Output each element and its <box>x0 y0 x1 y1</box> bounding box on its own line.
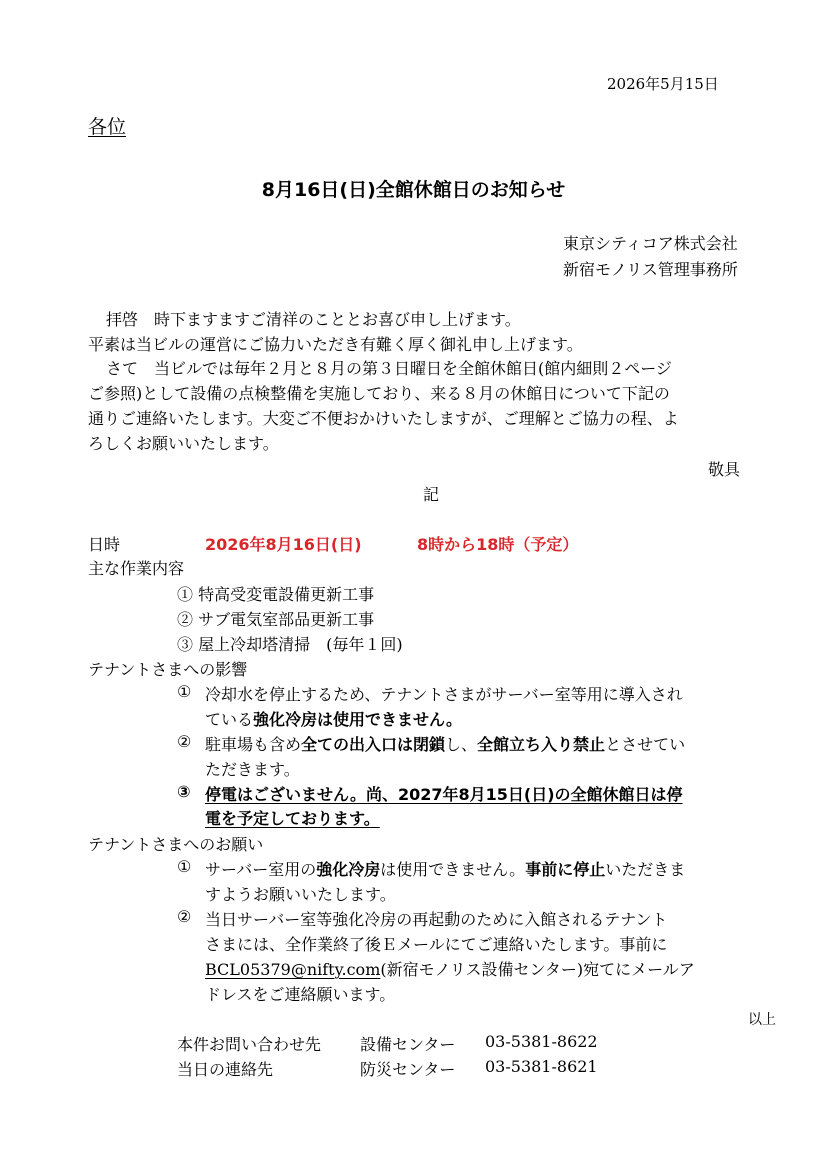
document-title: 8月16日(日)全館休館日のお知らせ <box>261 179 566 201</box>
work-item-text: サブ電気室部品更新工事 <box>198 610 375 629</box>
contact-phone: 03-5381-8621 <box>485 1057 598 1076</box>
contact-phone: 03-5381-8622 <box>485 1032 598 1051</box>
work-item-text: 特高受変電設備更新工事 <box>198 585 375 604</box>
request-item-1-line-2: すようお願いいたします。 <box>205 885 396 904</box>
impact-item-3-line-2: 電を予定しております。 <box>205 809 380 828</box>
sender-company: 東京シティコア株式会社 <box>563 234 738 253</box>
request-item-2-num: ② <box>177 907 192 926</box>
contact-label: 本件お問い合わせ先 <box>177 1035 322 1054</box>
impact-text: ている <box>205 710 254 729</box>
closing-keigu: 敬具 <box>708 460 741 479</box>
impact-label: テナントさまへの影響 <box>88 660 248 679</box>
work-item-text: 屋上冷却塔清掃 (毎年１回) <box>198 635 403 654</box>
ki-heading: 記 <box>423 485 440 504</box>
request-bold: 強化冷房 <box>316 860 381 879</box>
impact-item-2-num: ② <box>177 732 192 751</box>
request-item-2-line-1: 当日サーバー室等強化冷房の再起動のために入館されるテナント <box>205 910 668 929</box>
end-ijo: 以上 <box>748 1012 776 1028</box>
request-text: サーバー室用の <box>205 860 317 879</box>
document-date: 2026年5月15日 <box>607 75 719 93</box>
schedule-time: 8時から18時（予定） <box>417 535 579 554</box>
work-item-num: ③ <box>177 635 194 654</box>
work-item-2 <box>177 607 374 630</box>
request-item-2-line-4: ドレスをご連絡願います。 <box>205 985 396 1004</box>
request-label: テナントさまへのお願い <box>88 835 264 854</box>
request-text: (新宿モノリス設備センター)宛てにメールア <box>380 960 695 979</box>
request-item-1-num: ① <box>177 857 192 876</box>
impact-bold: 全館立ち入り禁止 <box>477 735 606 754</box>
impact-bold: 強化冷房は使用できません。 <box>253 710 462 729</box>
request-item-2-line-2: さまには、全作業終了後Ｅメールにてご連絡いたします。事前に <box>205 935 668 954</box>
greeting-line-1: 拝啓 時下ますますご清祥のこととお喜び申し上げます。 <box>106 310 521 329</box>
work-item-1 <box>177 582 374 605</box>
impact-item-3-num: ③ <box>177 782 191 801</box>
impact-text: 駐車場も含め <box>205 735 302 754</box>
contact-dept: 防災センター <box>360 1060 456 1079</box>
email-link[interactable]: BCL05379@nifty.com <box>205 960 381 979</box>
schedule-label: 日時 <box>88 535 121 554</box>
impact-item-1-line-1: 冷却水を停止するため、テナントさまがサーバー室等用に導入され <box>205 685 683 704</box>
impact-item-2-line-2: ただきます。 <box>205 760 300 779</box>
request-item-1-line-1 <box>205 857 685 880</box>
body-line-1: さて 当ビルでは毎年２月と８月の第３日曜日を全館休館日(館内細則２ページ <box>106 359 672 378</box>
contact-label: 当日の連絡先 <box>177 1060 274 1079</box>
impact-item-1-line-2 <box>205 707 462 730</box>
greeting-line-2: 平素は当ビルの運営にご協力いただき有難く厚く御礼申し上げます。 <box>88 335 583 354</box>
body-line-3: 通りご連絡いたします。大変ご不便おかけいたしますが、ご理解とご協力の程、よ <box>88 409 679 428</box>
request-bold: 事前に停止 <box>525 860 606 879</box>
request-text: いただきま <box>605 860 686 879</box>
work-item-num: ① <box>177 585 194 604</box>
request-text: は使用できません。 <box>380 860 526 879</box>
addressee: 各位 <box>88 116 127 138</box>
impact-text: とさせてい <box>605 735 686 754</box>
body-line-2: ご参照)として設備の点検整備を実施しており、来る８月の休館日について下記の <box>88 384 670 403</box>
impact-item-1-num: ① <box>177 682 192 701</box>
contact-dept: 設備センター <box>360 1035 456 1054</box>
impact-item-2-line-1 <box>205 732 685 755</box>
work-item-num: ② <box>177 610 194 629</box>
schedule-date: 2026年8月16日(日) <box>205 535 362 554</box>
work-item-3 <box>177 632 403 655</box>
request-item-2-line-3 <box>205 957 695 980</box>
impact-bold: 全ての出入口は閉鎖 <box>301 735 446 754</box>
work-label: 主な作業内容 <box>88 559 185 578</box>
body-line-4: ろしくお願いいたします。 <box>88 434 279 453</box>
impact-item-3-line-1: 停電はございません。尚、2027年8月15日(日)の全館休館日は停 <box>205 785 683 804</box>
impact-text: し、 <box>445 735 478 754</box>
sender-office: 新宿モノリス管理事務所 <box>563 260 738 279</box>
